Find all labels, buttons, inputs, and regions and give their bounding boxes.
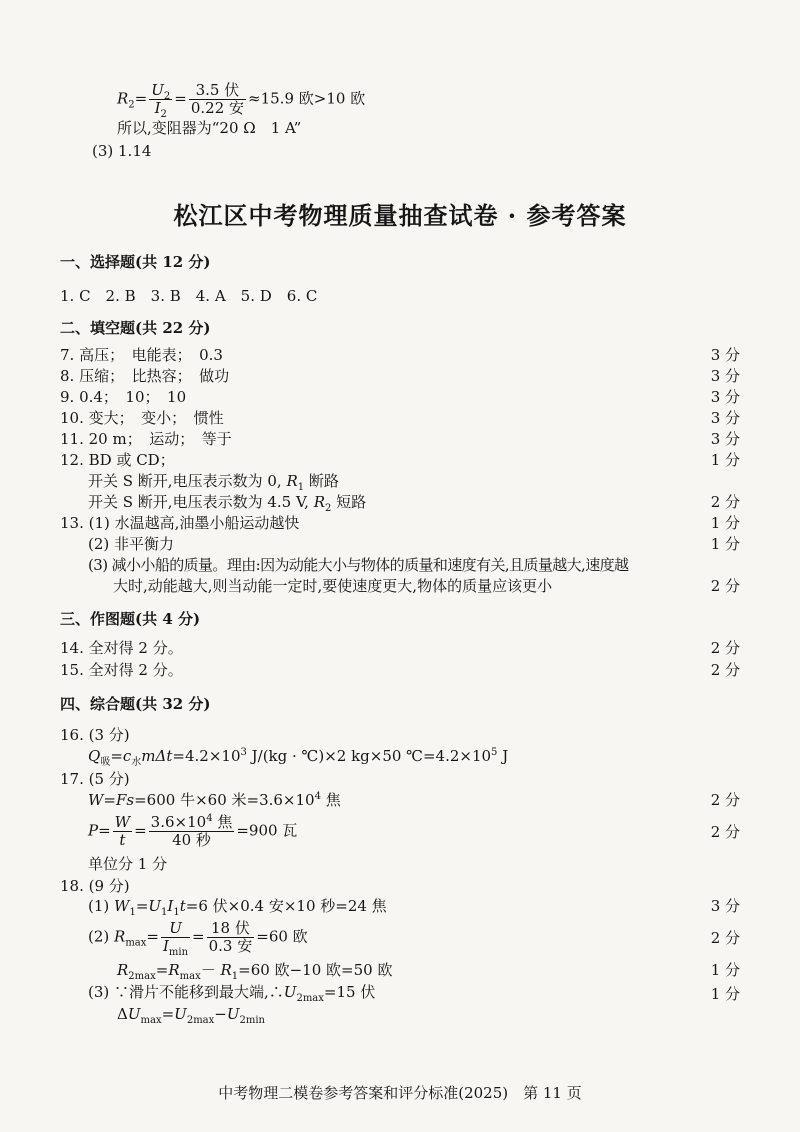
answer-q12: 12. BD 或 CD； [60,451,175,469]
answer-q16-formula: $Q_吸=c_水m\Delta t=4.2\times 10^3$ J/(kg · ℃)×2 kg×50 $℃=4.2\times 10^5$ J [88,747,509,768]
score-q12b: 2 分 [710,493,740,511]
answer-q13-2: (2) 非平衡力 [88,535,175,553]
answer-q17-power: P= $\frac{W}{t}$ = $\frac{3.6\times 10^4 焦}{\text{40 秒}}$ =900 瓦 [88,813,298,849]
score-q15: 2 分 [710,661,740,679]
answer-q13-1: 13. (1) 水温越高,油墨小船运动越快 [60,514,300,532]
section-comprehensive-heading: 四、综合题(共 32 分) [60,695,211,713]
answer-q18-1: (1) $W_1=U_1I_1t=6$ 伏×0.4 安×10 秒=24 焦 [88,897,387,918]
fraction-w-over-t: $\frac{W}{t}$ [114,813,131,849]
score-q13-1: 1 分 [710,514,740,532]
section-fill-heading: 二、填空题(共 22 分) [60,319,211,337]
score-q18-1: 3 分 [710,897,740,915]
answer-q10: 10. 变大； 变小； 惯性 [60,409,224,427]
rheostat-conclusion: 所以,变阻器为“20 Ω 1 A” [117,119,302,137]
fraction-u-over-imin: $\frac{U}{I_{min}}$ [162,919,189,958]
score-q12: 1 分 [710,451,740,469]
answer-q9: 9. 0.4； 10； 10 [60,388,187,406]
score-q18-2: 2 分 [710,929,740,947]
answer-q13-3-line2: 大时,动能越大,则当动能一定时,要使速度更大,物体的质量应该更小 [113,577,553,595]
score-q7: 3 分 [710,346,740,364]
answer-q18-3b: $\Delta U_{max}=U_{2max}-U_{2min}$ [117,1005,265,1026]
fraction-rmax-values: $\frac{\text{18 伏}}{\text{0.3 安}}$ [208,919,253,955]
choice-answers: 1. C 2. B 3. B 4. A 5. D 6. C [60,287,318,305]
score-q14: 2 分 [710,639,740,657]
answer-q15: 15. 全对得 2 分。 [60,661,183,679]
score-q18-2b: 1 分 [710,961,740,979]
answer-q17-header: 17. (5 分) [60,770,130,788]
answer-q18-3: (3) ∵滑片不能移到最大端$,\therefore U_{2max}=15$ 伏 [88,983,376,1004]
answer-q12-open: 开关 S 断开,电压表示数为 0, $R_1$ 断路 [88,472,339,493]
page-title: 松江区中考物理质量抽查试卷 · 参考答案 [173,201,627,230]
section-choice-heading: 一、选择题(共 12 分) [60,253,211,271]
fraction-power-values: $\frac{3.6\times 10^4 焦}{\text{40 秒}}$ [150,813,233,849]
section-drawing-heading: 三、作图题(共 4 分) [60,610,201,628]
answer-q14: 14. 全对得 2 分。 [60,639,183,657]
answer-q17-work: W=Fs=600 牛×60 米$=3.6\times 10^4$ 焦 [88,791,341,809]
score-q13-3: 2 分 [710,577,740,595]
score-q9: 3 分 [710,388,740,406]
score-q10: 3 分 [710,409,740,427]
answer-q17-unit: 单位分 1 分 [88,855,168,873]
fraction-values: $\frac{\text{3.5 伏}}{\text{0.22 安}}$ [190,81,245,117]
score-q11: 3 分 [710,430,740,448]
answer-q13-3-line1: (3) 减小小船的质量。理由:因为动能大小与物体的质量和速度有关,且质量越大,速度越 [88,556,629,574]
answer-q11: 11. 20 m； 运动； 等于 [60,430,232,448]
answer-q18-2: (2) $R_{max}=$ $\frac{U}{I_{min}}$ = $\frac{\text{18 伏}}{\text{0.3 安}}$ =60 欧 [88,919,308,958]
answer-q8: 8. 压缩； 比热容； 做功 [60,367,230,385]
answer-q16-header: 16. (3 分) [60,726,130,744]
answer-q12-short: 开关 S 断开,电压表示数为 4.5 V, $R_2$ 短路 [88,493,367,514]
answer-q18-header: 18. (9 分) [60,877,130,895]
r2-calculation: $R_2=$ $\frac{U_2}{I_2}$ = $\frac{\text{3.5 伏}}{\text{0.22 安}}$ ≈15.9 欧>10 欧 [117,81,366,120]
answer-q18-2b: $R_{2max}=R_{max}- R_1=60$ 欧−10 欧=50 欧 [117,961,393,982]
score-q8: 3 分 [710,367,740,385]
answer-q7: 7. 高压； 电能表； 0.3 [60,346,223,364]
part3-answer: (3) 1.14 [92,142,152,160]
score-q17b: 2 分 [710,823,740,841]
fraction-u-over-i: $\frac{U_2}{I_2}$ [151,81,171,120]
score-q13-2: 1 分 [710,535,740,553]
score-q18-3: 1 分 [710,985,740,1003]
score-q17a: 2 分 [710,791,740,809]
page-footer: 中考物理二模卷参考答案和评分标准(2025) 第 11 页 [218,1084,582,1102]
